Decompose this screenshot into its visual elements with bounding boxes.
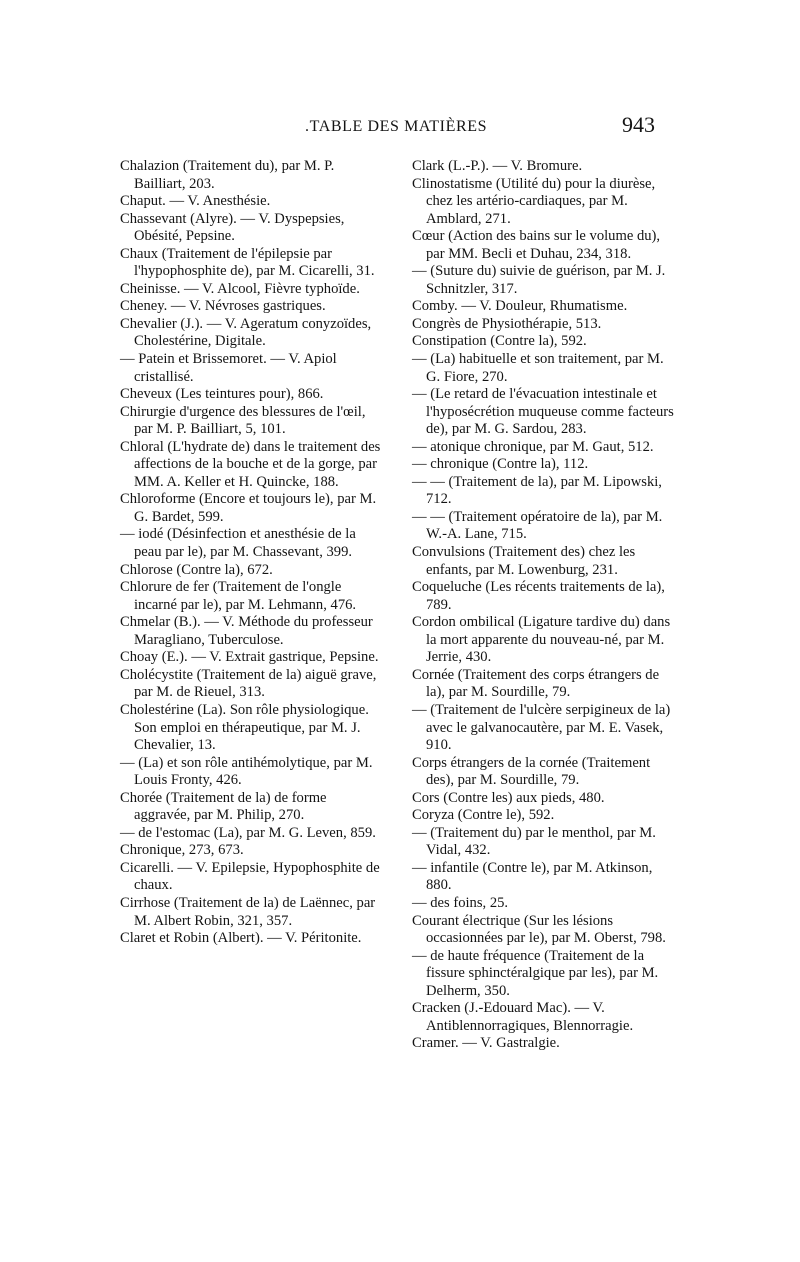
index-entry: Cornée (Traitement des corps étrangers de la), par M. Sourdille, 79. [412,666,660,701]
index-entry: Chloral (L'hydrate de) dans le traitement des affections de la bouche et de la gorge, par MM. A. Keller et H. Quincke, 188. [120,438,381,490]
index-entry: Cracken (J.-Edouard Mac). — V. Antiblennorragiques, Blennorragie. [412,1000,634,1034]
index-entry: Chalazion (Traitement du), par M. P. Bailliart, 203. [120,158,335,192]
index-entry: — (Le retard de l'évacuation intestinale et l'hyposécrétion muqueuse comme facteurs de), par M. G. Sardou, 283. [412,386,674,438]
index-entry: Corps étrangers de la cornée (Traitement des), par M. Sourdille, 79. [412,754,651,789]
index-entry: — de l'estomac (La), par M. G. Leven, 859. [120,824,376,841]
index-entry: Cholestérine (La). Son rôle physiologique. Son emploi en thérapeutique, par M. J. Chevalier, 13. [120,701,369,754]
index-entry: Claret et Robin (Albert). — V. Péritonite. [120,930,362,947]
index-entry: Chaux (Traitement de l'épilepsie par l'hypophosphite de), par M. Cicarelli, 31. [120,245,375,280]
page-header [0,112,800,142]
index-entry: Cholécystite (Traitement de la) aiguë grave, par M. de Rieuel, 313. [120,666,377,701]
index-entry: Convulsions (Traitement des) chez les enfants, par M. Lowenburg, 231. [412,544,636,578]
index-entry: — atonique chronique, par M. Gaut, 512. [412,438,654,455]
index-entry: Cordon ombilical (Ligature tardive du) dans la mort apparente du nouveau-né, par M. Jerrie, 430. [412,614,671,666]
index-entry: Cheveux (Les teintures pour), 866. [120,386,324,403]
index-entry: — Patein et Brissemoret. — V. Apiol cristallisé. [120,351,337,385]
index-entry: Cramer. — V. Gastralgie. [412,1035,560,1052]
index-column-left [120,158,385,948]
index-entry: Clark (L.-P.). — V. Bromure. [412,158,583,174]
running-title: .TABLE DES MATIÈRES [305,118,488,135]
index-entry: Cicarelli. — V. Epilepsie, Hypophosphite de chaux. [120,859,380,894]
index-entry: Cors (Contre les) aux pieds, 480. [412,789,605,806]
index-entry: Courant électrique (Sur les lésions occasionnées par le), par M. Oberst, 798. [412,912,666,947]
index-entry: Constipation (Contre la), 592. [412,333,587,350]
index-entry: Chirurgie d'urgence des blessures de l'œil, par M. P. Bailliart, 5, 101. [120,403,366,438]
index-entry: Cheinisse. — V. Alcool, Fièvre typhoïde. [120,280,360,297]
index-entry: Coryza (Contre le), 592. [412,807,555,824]
index-entry: Chevalier (J.). — V. Ageratum conyzoïdes, Cholestérine, Digitale. [120,315,372,350]
index-entry: — (Traitement de l'ulcère serpigineux de la) avec le galvanocautère, par M. E. Vasek, 910. [412,701,671,754]
index-entry: Chmelar (B.). — V. Méthode du professeur Maragliano, Tuberculose. [120,614,373,648]
index-entry: Chaput. — V. Anesthésie. [120,193,271,210]
index-entry: Chlorose (Contre la), 672. [120,561,273,578]
index-entry: — (La) et son rôle antihémolytique, par M. Louis Fronty, 426. [120,754,373,789]
index-entry: Cirrhose (Traitement de la) de Laënnec, par M. Albert Robin, 321, 357. [120,894,376,929]
index-entry: Coqueluche (Les récents traitements de la), 789. [412,579,665,613]
index-entry: Chronique, 273, 673. [120,842,244,859]
index-entry: — (Traitement du) par le menthol, par M. Vidal, 432. [412,824,656,859]
index-entry: Clinostatisme (Utilité du) pour la diurèse, chez les artério-cardiaques, par M. Amblard, 271. [412,175,656,227]
index-entry: Chassevant (Alyre). — V. Dyspepsies, Obésité, Pepsine. [120,210,345,245]
index-entry: Congrès de Physiothérapie, 513. [412,315,602,332]
index-entry: — — (Traitement opératoire de la), par M. W.-A. Lane, 715. [412,508,663,543]
page-number: 943 [622,112,655,137]
index-entry: Cœur (Action des bains sur le volume du), par MM. Becli et Duhau, 234, 318. [412,228,661,262]
index-entry: — (Suture du) suivie de guérison, par M. J. Schnitzler, 317. [412,263,666,297]
index-entry: Chorée (Traitement de la) de forme aggravée, par M. Philip, 270. [120,789,327,824]
index-entry: Cheney. — V. Névroses gastriques. [120,298,326,315]
index-column-right [412,158,674,1053]
index-entry: — (La) habituelle et son traitement, par M. G. Fiore, 270. [412,351,664,385]
index-entry: Choay (E.). — V. Extrait gastrique, Pepsine. [120,649,379,666]
index-entry: Chloroforme (Encore et toujours le), par M. G. Bardet, 599. [120,491,377,525]
index-entry: Comby. — V. Douleur, Rhumatisme. [412,298,628,315]
index-entry: — iodé (Désinfection et anesthésie de la peau par le), par M. Chassevant, 399. [120,526,356,561]
index-entry: — des foins, 25. [412,894,509,911]
index-entry: — chronique (Contre la), 112. [412,456,589,473]
index-entry: — — (Traitement de la), par M. Lipowski, 712. [412,473,662,508]
index-entry: — de haute fréquence (Traitement de la fissure sphinctéralgique par les), par M. Delherm, 350. [412,947,659,999]
index-entry: — infantile (Contre le), par M. Atkinson, 880. [412,859,653,894]
index-entry: Chlorure de fer (Traitement de l'ongle incarné par le), par M. Lehmann, 476. [120,579,357,613]
